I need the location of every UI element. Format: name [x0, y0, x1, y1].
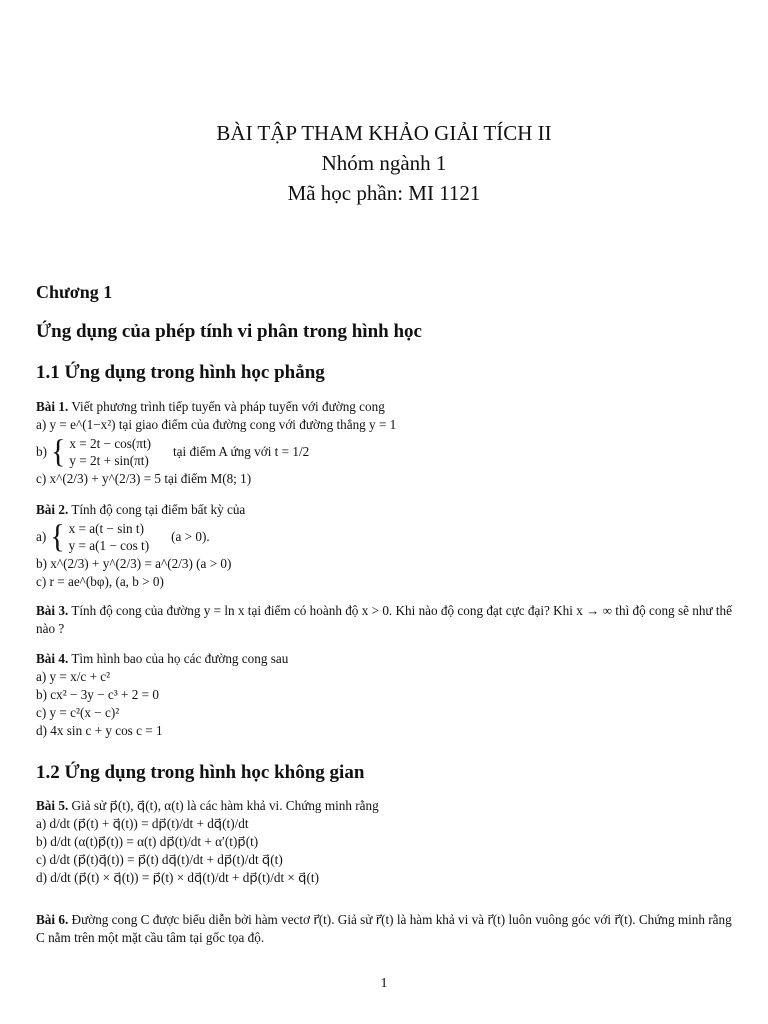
system-note: (a > 0).	[171, 529, 210, 544]
exercise-label: Bài 6.	[36, 912, 69, 927]
part-prefix: b)	[36, 444, 47, 459]
part-prefix: a)	[36, 529, 47, 544]
left-brace: {	[51, 433, 66, 470]
exercise-label: Bài 2.	[36, 502, 69, 517]
exercise-prompt: Viết phương trình tiếp tuyến và pháp tuyến với đường cong	[71, 399, 385, 414]
exercise-prompt: Đường cong C được biểu diễn bởi hàm vectơ r⃗(t). Giả sử r⃗(t) là hàm khả vi và r⃗(t) luôn vuông góc với r⃗(t). Chứng minh rằng C nằm trên một mặt cầu tâm tại gốc tọa độ.	[36, 912, 732, 945]
exercise-part: d) d/dt (p⃗(t) × q⃗(t)) = p⃗(t) × dq⃗(t)/dt + dp⃗(t)/dt × q⃗(t)	[36, 870, 319, 885]
system-row: x = 2t − cos(πt)	[69, 436, 152, 451]
course-code: Mã học phần: MI 1121	[287, 181, 481, 205]
system-row: y = a(1 − cos t)	[68, 538, 150, 553]
exercise-label: Bài 4.	[36, 651, 69, 666]
parametric-system	[36, 519, 738, 555]
system-row: y = 2t + sin(πt)	[69, 453, 149, 468]
section-title-1: 1.1 Ứng dụng trong hình học phẳng	[36, 362, 325, 383]
group-name: Nhóm ngành 1	[321, 151, 447, 175]
parametric-system	[36, 434, 738, 470]
exercise-part: b) x^(2/3) + y^(2/3) = a^(2/3) (a > 0)	[36, 556, 232, 571]
exercise-4	[36, 650, 738, 740]
exercise-3	[36, 602, 738, 638]
section-title-2: 1.2 Ứng dụng trong hình học không gian	[36, 762, 365, 783]
system-row: x = a(t − sin t)	[68, 521, 144, 536]
exercise-part: a) d/dt (p⃗(t) + q⃗(t)) = dp⃗(t)/dt + dq⃗(t)/dt	[36, 816, 249, 831]
left-brace: {	[50, 518, 65, 555]
exercise-part: c) d/dt (p⃗(t)q⃗(t)) = p⃗(t) dq⃗(t)/dt + dp⃗(t)/dt q⃗(t)	[36, 852, 283, 867]
exercise-part: b) cx² − 3y − c³ + 2 = 0	[36, 687, 159, 702]
exercise-label: Bài 1.	[36, 399, 69, 414]
exercise-5	[36, 797, 738, 887]
exercise-prompt: Tính độ cong của đường y = ln x tại điểm có hoành độ x > 0. Khi nào độ cong đạt cực đại? Khi x → ∞ thì độ cong sẽ như thế nào ?	[36, 603, 732, 636]
exercise-part: c) x^(2/3) + y^(2/3) = 5 tại điểm M(8; 1)	[36, 471, 252, 486]
exercise-6	[36, 911, 738, 947]
system-note: tại điểm A ứng với t = 1/2	[173, 444, 310, 459]
exercise-part: d) 4x sin c + y cos c = 1	[36, 723, 163, 738]
exercise-prompt: Tính độ cong tại điểm bất kỳ của	[71, 502, 246, 517]
exercise-label: Bài 3.	[36, 603, 69, 618]
chapter-label: Chương 1	[36, 282, 113, 302]
page-number: 1	[380, 976, 388, 991]
exercise-prompt: Giả sử p⃗(t), q⃗(t), α(t) là các hàm khả vi. Chứng minh rằng	[71, 798, 379, 813]
exercise-1	[36, 398, 738, 488]
exercise-part: a) y = e^(1−x²) tại giao điểm của đường cong với đường thẳng y = 1	[36, 417, 397, 432]
document-title: BÀI TẬP THAM KHẢO GIẢI TÍCH II	[216, 121, 552, 145]
exercise-prompt: Tìm hình bao của họ các đường cong sau	[71, 651, 289, 666]
title-block	[0, 118, 768, 208]
exercise-part: c) r = ae^(bφ), (a, b > 0)	[36, 574, 164, 589]
exercise-part: a) y = x/c + c²	[36, 669, 111, 684]
chapter-title: Ứng dụng của phép tính vi phân trong hình học	[36, 321, 422, 342]
exercise-part: b) d/dt (α(t)p⃗(t)) = α(t) dp⃗(t)/dt + α′(t)p⃗(t)	[36, 834, 259, 849]
exercise-2	[36, 501, 738, 591]
exercise-part: c) y = c²(x − c)²	[36, 705, 120, 720]
exercise-label: Bài 5.	[36, 798, 69, 813]
